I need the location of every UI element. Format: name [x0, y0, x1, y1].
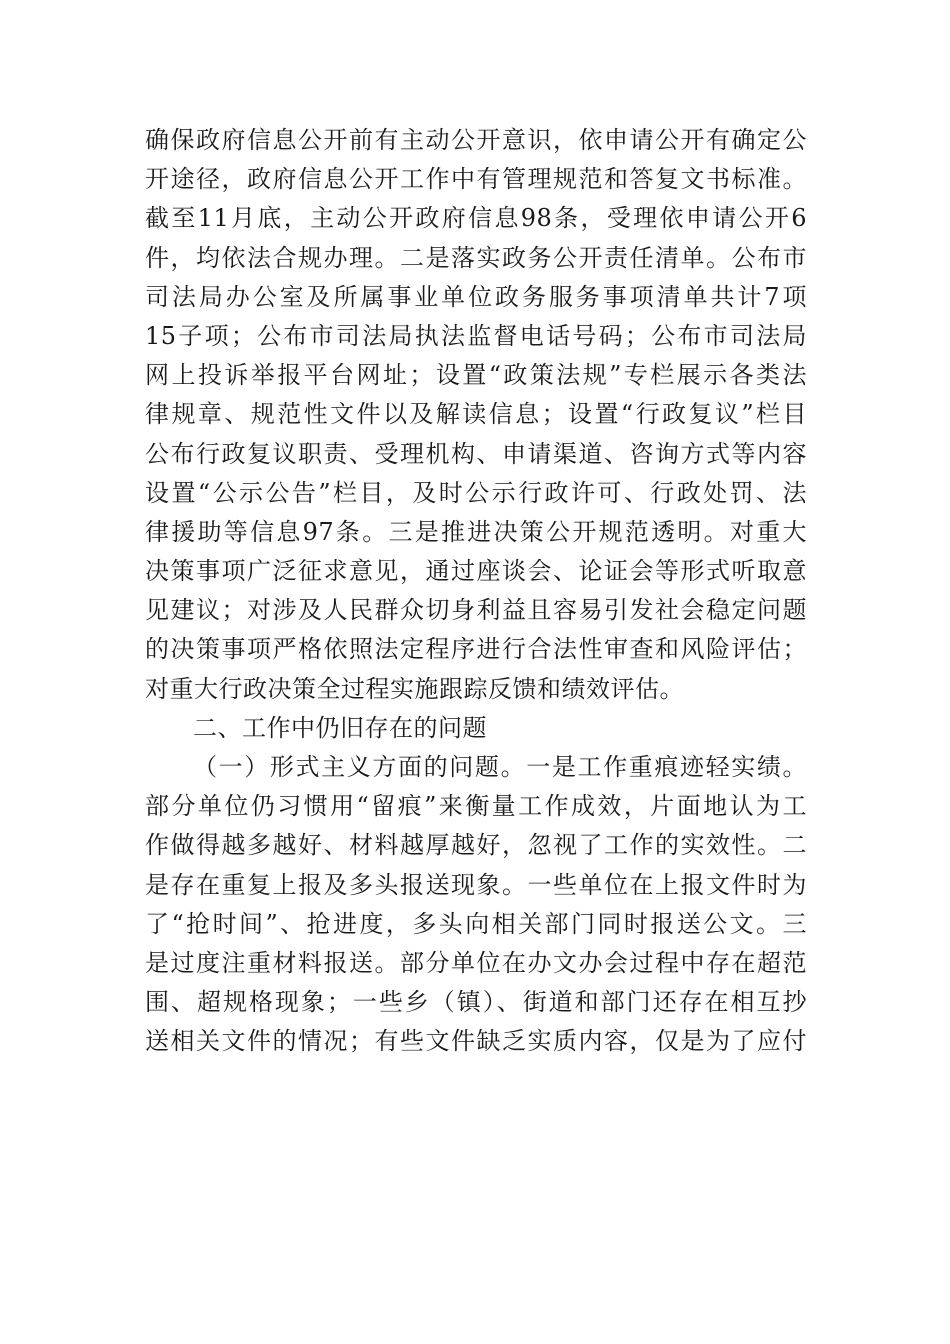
document-body: [145, 121, 807, 1062]
section-heading: 二、工作中仍旧存在的问题: [193, 713, 487, 742]
paragraph-formalism-issues: [145, 748, 807, 1062]
text-line: 部分单位仍习惯用“留痕”来衡量工作成效，片面地认为工: [145, 792, 807, 821]
text-line: 对重大行政决策全过程实施跟踪反馈和绩效评估。: [145, 674, 684, 703]
text-line: 司法局办公室及所属事业单位政务服务事项清单共计7项: [145, 282, 807, 311]
text-line: 是存在重复上报及多头报送现象。一些单位在上报文件时为: [145, 870, 807, 899]
text-line: 截至11月底，主动公开政府信息98条，受理依申请公开6: [145, 204, 807, 233]
text-line: 的决策事项严格依照法定程序进行合法性审查和风险评估；: [145, 635, 807, 664]
paragraph-first-line: [145, 748, 807, 787]
text-line: 公布行政复议职责、受理机构、申请渠道、咨询方式等内容: [145, 439, 807, 468]
text-line: 送相关文件的情况；有些文件缺乏实质内容，仅是为了应付: [145, 1027, 807, 1056]
text-line: 了“抢时间”、抢进度，多头向相关部门同时报送公文。三: [145, 909, 807, 938]
text-line: 设置“公示公告”栏目，及时公示行政许可、行政处罚、法: [145, 478, 807, 507]
text-line: 件，均依法合规办理。二是落实政务公开责任清单。公布市: [145, 243, 807, 272]
text-line: 见建议；对涉及人民群众切身利益且容易引发社会稳定问题: [145, 596, 807, 625]
subsection-heading: （一）形式主义方面的问题。: [193, 753, 527, 781]
text-line: 网上投诉举报平台网址；设置“政策法规”专栏展示各类法: [145, 361, 807, 390]
text-line: 围、超规格现象；一些乡（镇）、街道和部门还存在相互抄: [145, 988, 807, 1017]
text-line: 是过度注重材料报送。部分单位在办文办会过程中存在超范: [145, 948, 807, 977]
text-line: 确保政府信息公开前有主动公开意识，依申请公开有确定公: [145, 126, 807, 154]
text-line: 作做得越多越好、材料越厚越好，忽视了工作的实效性。二: [145, 831, 807, 860]
text-line: 开途径，政府信息公开工作中有管理规范和答复文书标准。: [145, 165, 807, 194]
text-line: 律援助等信息97条。三是推进决策公开规范透明。对重大: [145, 517, 807, 546]
text-line: 15子项；公布市司法局执法监督电话号码；公布市司法局: [145, 321, 807, 350]
text-run: 一是工作重痕迹轻实绩。: [526, 753, 808, 781]
paragraph-policy-disclosure: [145, 121, 807, 709]
text-line: 律规章、规范性文件以及解读信息；设置“行政复议”栏目: [145, 400, 807, 429]
text-line: 决策事项广泛征求意见，通过座谈会、论证会等形式听取意: [145, 557, 807, 586]
